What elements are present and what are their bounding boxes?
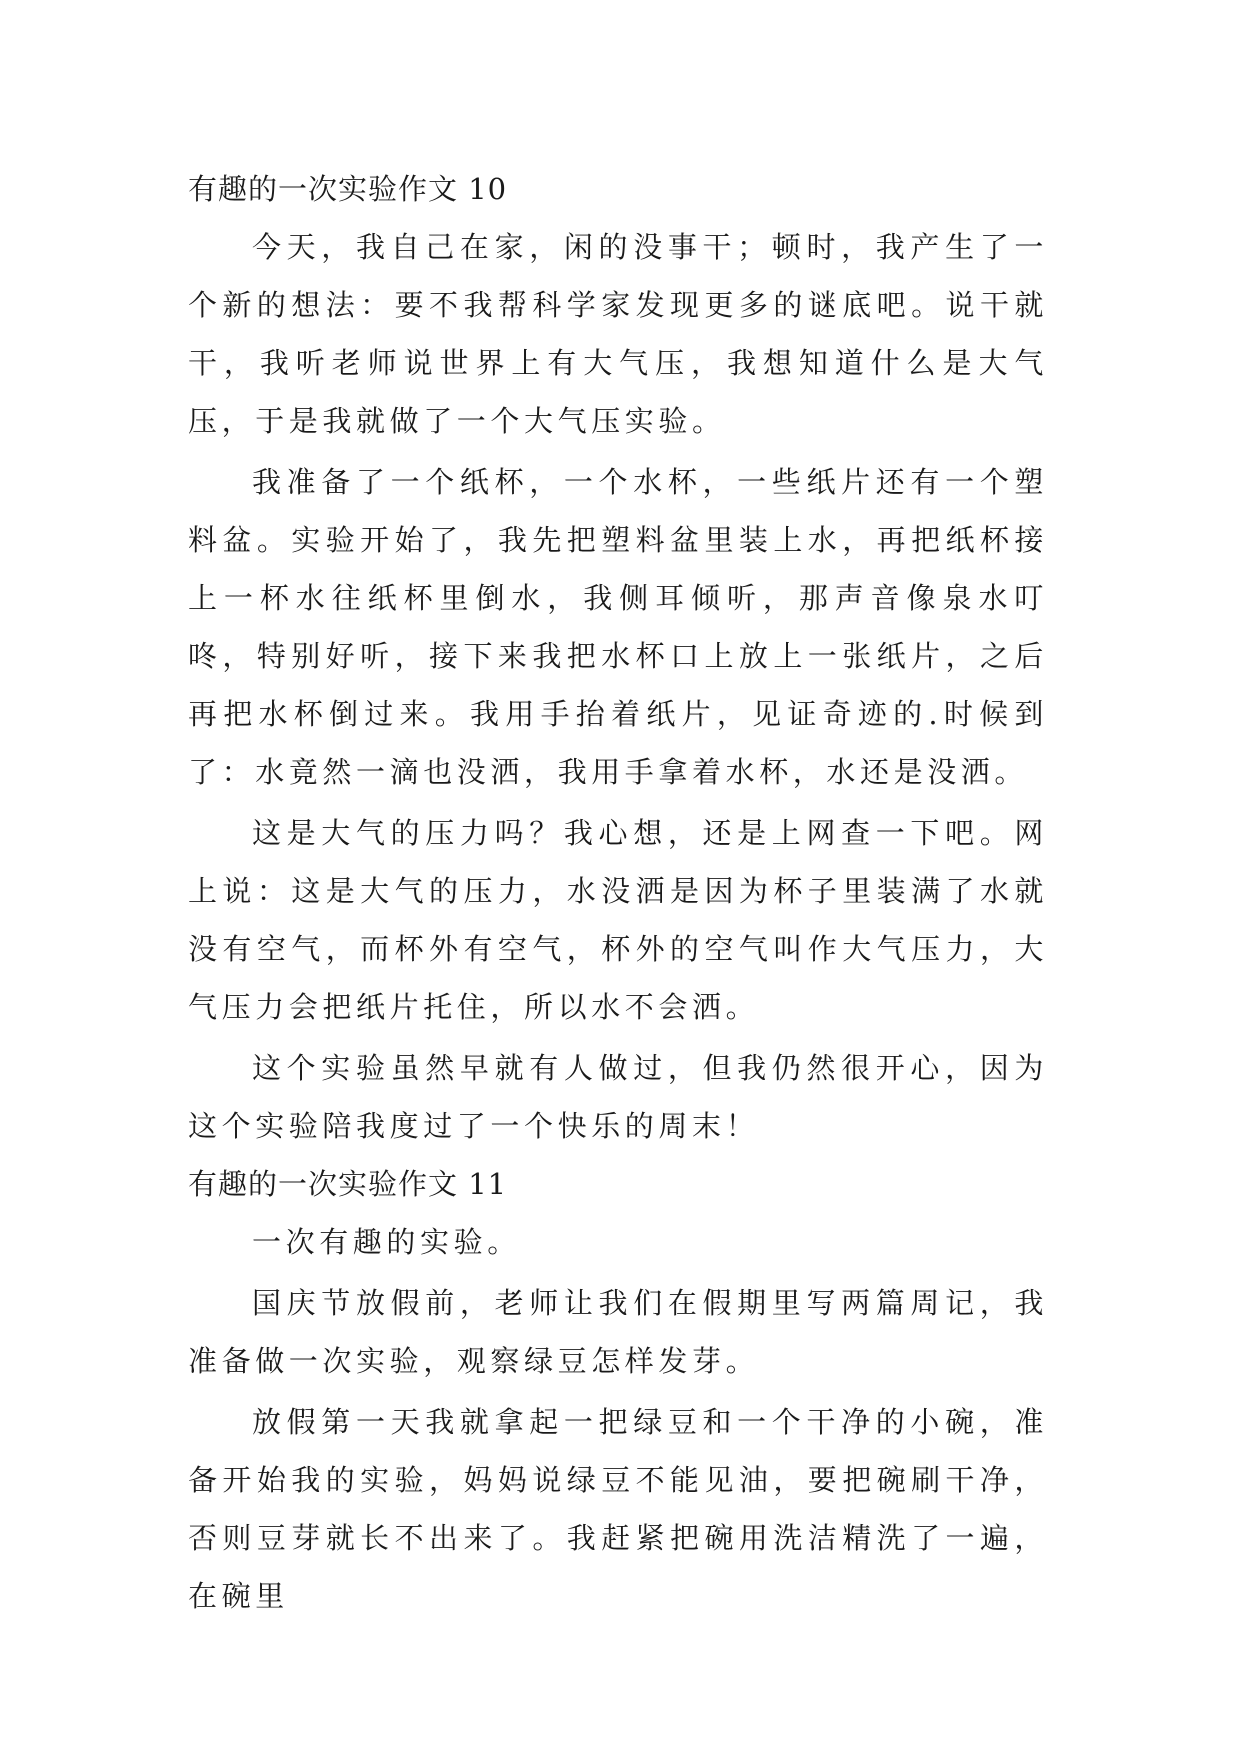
paragraph: 这是大气的压力吗？我心想，还是上网查一下吧。网上说：这是大气的压力，水没洒是因为杯子里装满了水就没有空气，而杯外有空气，杯外的空气叫作大气压力，大气压力会把纸片托住，所以水不会洒。 [188, 816, 1048, 1024]
paragraph: 国庆节放假前，老师让我们在假期里写两篇周记，我准备做一次实验，观察绿豆怎样发芽。 [188, 1286, 1048, 1378]
section-title: 有趣的一次实验作文 10 [188, 172, 508, 206]
essay-section-10 [188, 160, 1048, 1155]
essay-section-11 [188, 1155, 1048, 1625]
section-title: 有趣的一次实验作文 11 [188, 1167, 508, 1201]
paragraph: 今天，我自己在家，闲的没事干；顿时，我产生了一个新的想法：要不我帮科学家发现更多的谜底吧。说干就干，我听老师说世界上有大气压，我想知道什么是大气压，于是我就做了一个大气压实验。 [188, 230, 1048, 438]
paragraph: 放假第一天我就拿起一把绿豆和一个干净的小碗，准备开始我的实验，妈妈说绿豆不能见油，要把碗刷干净，否则豆芽就长不出来了。我赶紧把碗用洗洁精洗了一遍，在碗里 [188, 1405, 1048, 1613]
paragraph: 我准备了一个纸杯，一个水杯，一些纸片还有一个塑料盆。实验开始了，我先把塑料盆里装上水，再把纸杯接上一杯水往纸杯里倒水，我侧耳倾听，那声音像泉水叮咚，特别好听，接下来我把水杯口上放上一张纸片，之后再把水杯倒过来。我用手抬着纸片，见证奇迹的.时候到了：水竟然一滴也没洒，我用手拿着水杯，水还是没洒。 [188, 465, 1048, 789]
paragraph: 这个实验虽然早就有人做过，但我仍然很开心，因为这个实验陪我度过了一个快乐的周末！ [188, 1051, 1048, 1143]
document-body [188, 160, 1048, 1625]
paragraph: 一次有趣的实验。 [252, 1225, 521, 1259]
